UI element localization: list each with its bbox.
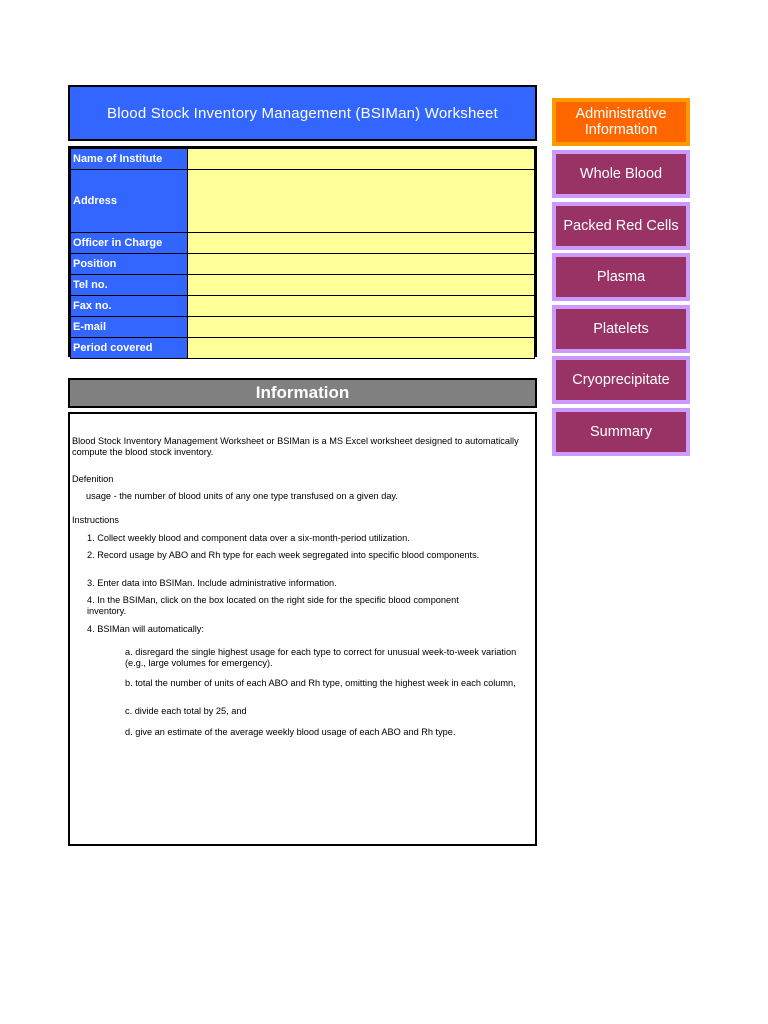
instruction-step: 4. In the BSIMan, click on the box located on the right side for the specific blood component inventory. — [87, 595, 459, 616]
address-field[interactable] — [188, 170, 535, 233]
institute-field[interactable] — [188, 149, 535, 170]
field-label-institute: Name of Institute — [71, 149, 188, 170]
nav-button-label: Platelets — [556, 309, 686, 349]
officer-field[interactable] — [188, 233, 535, 254]
instructions-heading: Instructions — [72, 515, 119, 525]
field-label-officer: Officer in Charge — [71, 233, 188, 254]
email-field[interactable] — [188, 317, 535, 338]
instruction-step: 3. Enter data into BSIMan. Include administrative information. — [87, 578, 337, 588]
period-field[interactable] — [188, 338, 535, 359]
field-label-period: Period covered — [71, 338, 188, 359]
nav-platelets-button[interactable] — [552, 305, 690, 353]
intro-text: Blood Stock Inventory Management Worksheet or BSIMan is a MS Excel worksheet designed to automatically compute the blood stock inventory. — [72, 436, 519, 457]
tel-field[interactable] — [188, 275, 535, 296]
position-field[interactable] — [188, 254, 535, 275]
admin-info-table — [68, 146, 537, 357]
instruction-step: 1. Collect weekly blood and component data over a six-month-period utilization. — [87, 533, 410, 543]
nav-button-label: Cryoprecipitate — [556, 360, 686, 400]
information-panel — [68, 412, 537, 846]
field-label-tel: Tel no. — [71, 275, 188, 296]
nav-button-label: Administrative Information — [556, 102, 686, 142]
instruction-step: 2. Record usage by ABO and Rh type for each week segregated into specific blood components. — [87, 550, 480, 560]
instruction-substep: b. total the number of units of each ABO and Rh type, omitting the highest week in each column, — [125, 678, 516, 688]
field-label-fax: Fax no. — [71, 296, 188, 317]
field-label-address: Address — [71, 170, 188, 233]
information-header: Information — [68, 378, 537, 408]
instruction-substep: a. disregard the single highest usage for each type to correct for unusual week-to-week variation (e.g., large volumes for emergency). — [125, 647, 517, 668]
nav-button-label: Plasma — [556, 257, 686, 297]
nav-button-label: Whole Blood — [556, 154, 686, 194]
nav-administrative-information-button[interactable] — [552, 98, 690, 146]
nav-packed-red-cells-button[interactable] — [552, 202, 690, 250]
definition-heading: Defenition — [72, 474, 114, 484]
worksheet-title: Blood Stock Inventory Management (BSIMan) Worksheet — [68, 85, 537, 141]
instruction-substep: c. divide each total by 25, and — [125, 706, 247, 716]
definition-text: usage - the number of blood units of any one type transfused on a given day. — [86, 491, 398, 501]
nav-plasma-button[interactable] — [552, 253, 690, 301]
nav-whole-blood-button[interactable] — [552, 150, 690, 198]
instruction-substep: d. give an estimate of the average weekly blood usage of each ABO and Rh type. — [125, 727, 456, 737]
field-label-position: Position — [71, 254, 188, 275]
fax-field[interactable] — [188, 296, 535, 317]
field-label-email: E-mail — [71, 317, 188, 338]
nav-button-label: Summary — [556, 412, 686, 452]
instruction-step: 4. BSIMan will automatically: — [87, 624, 204, 634]
nav-cryoprecipitate-button[interactable] — [552, 356, 690, 404]
nav-summary-button[interactable] — [552, 408, 690, 456]
nav-button-label: Packed Red Cells — [556, 206, 686, 246]
